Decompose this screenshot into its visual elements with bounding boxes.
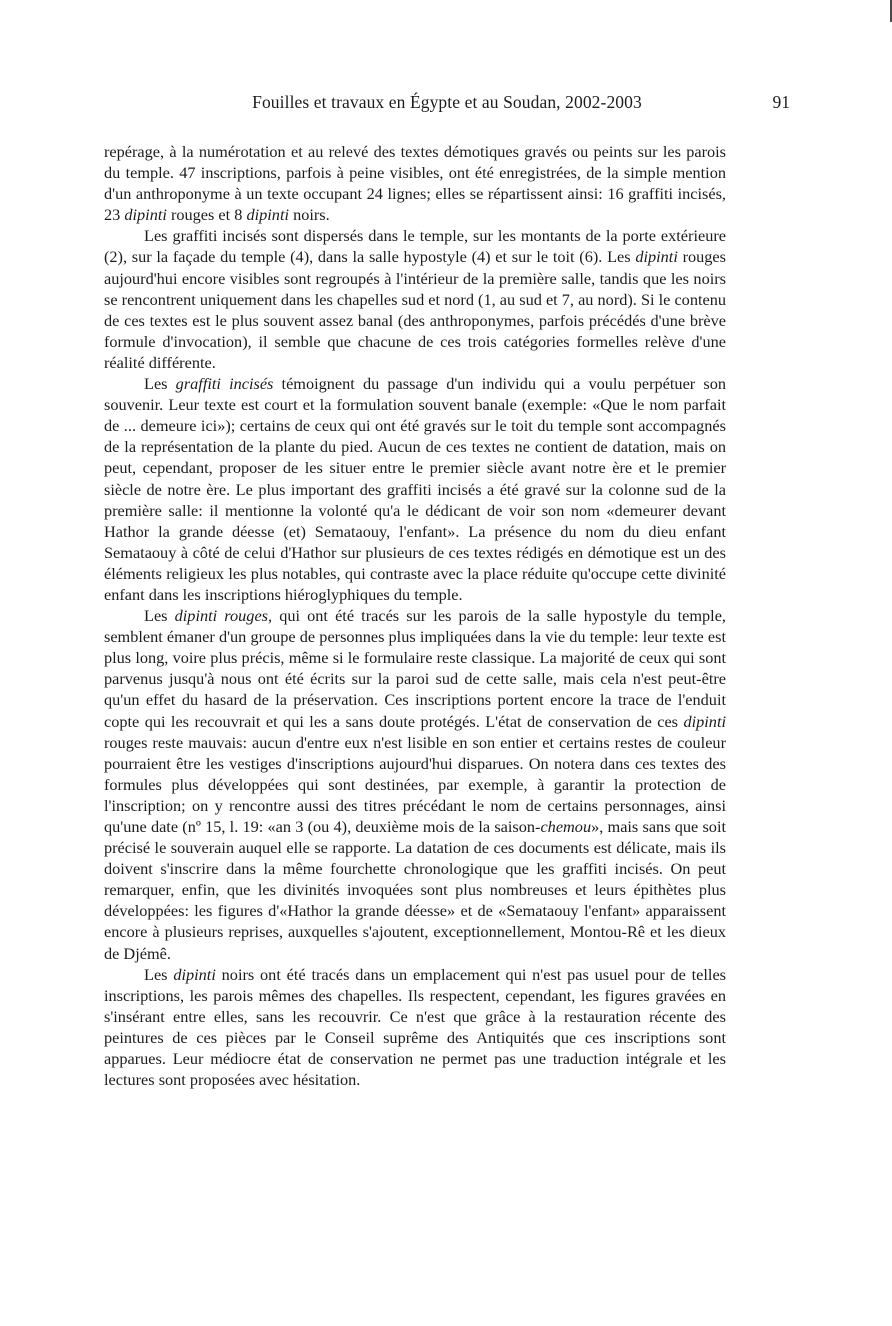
text-run: rouges aujourd'hui encore visibles sont regroupés à l'intérieur de la première salle, tandis que les noirs se rencontrent uniquement dans les chapelles sud et nord (1, au sud et 7, au nord). Si le contenu de ces textes est le plus souvent assez banal (des anthroponymes, parfois précédés d'une brève formule d'invocation), il semble que chacune de ces trois catégories formelles relève d'une réalité différente.: [104, 247, 726, 372]
text-run: rouges et 8: [166, 205, 247, 225]
italic-run: chemou: [540, 817, 592, 836]
text-run: témoignent du passage d'un individu qui a voulu perpétuer son souvenir. Leur texte est court et la formulation souvent banale (exemple: «Que le nom parfait de ... demeure ici»); certains de ceux qui ont été gravés sur le toit du temple sont accompagnés de la représentation de la plante du pied. Aucun de ces textes ne contient de datation, mais on peut, cependant, proposer de les situer entre le premier siècle avant notre ère et le premier siècle de notre ère. Le plus important des graffiti incisés a été gravé sur la colonne sud de la première salle: il mentionne la volonté qu'a le dédicant de voir son nom «demeurer devant Hathor la grande déesse (et) Semataouy, l'enfant». La présence du nom du dieu enfant Semataouy à côté de celui d'Hathor sur plusieurs de ces textes rédigés en démotique est un des éléments religieux les plus notables, qui contraste avec la place réduite qu'occupe cette divinité enfant dans les inscriptions hiéroglyphiques du temple.: [104, 374, 726, 604]
text-run: Les: [144, 606, 175, 626]
running-header: [104, 92, 790, 114]
body-text: [104, 141, 726, 1090]
paragraph-3: [104, 373, 726, 605]
italic-run: dipinti: [246, 205, 289, 225]
text-run: Les: [144, 374, 176, 394]
paragraph-5: [104, 964, 726, 1091]
paragraph-1: [104, 141, 726, 225]
italic-run: dipinti: [124, 205, 167, 225]
italic-run: dipinti rouges,: [174, 606, 273, 626]
text-run: Les graffiti incisés sont dispersés dans le temple, sur les montants de la porte extérieure (2), sur la façade du temple (4), dans la salle hypostyle (4) et sur le toit (6). Les: [104, 226, 726, 267]
paragraph-4: [104, 605, 726, 964]
italic-run: dipinti: [173, 964, 216, 984]
running-title: Fouilles et travaux en Égypte et au Soudan, 2002-2003: [252, 92, 642, 112]
text-run: noirs ont été tracés dans un emplacement qui n'est pas usuel pour de telles inscriptions, les parois mêmes des chapelles. Ils respectent, cependant, les figures gravées en s'insérant entre elles, sans les recouvrir. Ce n'est que grâce à la restauration récente des peintures de ces pièces par le Conseil suprême des Antiquités que ces inscriptions sont apparues. Leur médiocre état de conservation ne permet pas une traduction intégrale et les lectures sont proposées avec hésitation.: [104, 964, 727, 1090]
italic-run: dipinti: [635, 247, 678, 267]
text-run: noirs.: [289, 205, 330, 225]
text-run: rouges reste mauvais: aucun d'entre eux n'est lisible en son entier et certains restes de couleur pourraient être les vestiges d'inscriptions aujourd'hui disparues. On notera dans ces textes des formules plus développées qui sont destinées, par exemple, à garantir la protection de l'inscription; on y rencontre aussi des titres précédant le nom de certains personnages, ainsi qu'une date (nº 15, l. 19: «an 3 (ou 4), deuxième mois de la saison-: [104, 732, 726, 836]
paragraph-2: [104, 225, 726, 373]
text-run: Les: [144, 964, 174, 984]
page-number: 91: [772, 92, 790, 112]
text-run: qui ont été tracés sur les parois de la salle hypostyle du temple, semblent émaner d'un groupe de personnes plus impliquées dans la vie du temple: leur texte est plus long, voire plus précis, même si le formulaire reste classique. La majorité de ceux qui sont parvenus jusqu'à nous ont été écrits sur la paroi sud de cette salle, mais cela n'est peut-être qu'un effet du hasard de la préservation. Ces inscriptions portent encore la trace de l'enduit copte qui les recouvrait et qui les a sans doute protégés. L'état de conservation de ces: [104, 606, 727, 731]
italic-run: graffiti incisés: [175, 374, 274, 394]
text-run: », mais sans que soit précisé le souverain auquel elle se rapporte. La datation de ces documents est délicate, mais ils doivent s'inscrire dans la même fourchette chronologique que les graffiti incisés. On peut remarquer, enfin, que les divinités invoquées sont plus nombreuses et leurs épithètes plus développées: les figures d'«Hathor la grande déesse» et de «Semataouy l'enfant» apparaissent encore à plusieurs reprises, auxquelles s'ajoutent, exceptionnellement, Montou-Rê et les dieux de Djémê.: [104, 817, 726, 963]
italic-run: dipinti: [683, 711, 726, 731]
text-run: repérage, à la numérotation et au relevé des textes démotiques gravés ou peints sur les parois du temple. 47 inscriptions, parfois à peine visibles, ont été enregistrées, de la simple mention d'un anthroponyme à un texte occupant 24 lignes; elles se répartissent ainsi: 16 graffiti incisés, 23: [104, 142, 726, 225]
